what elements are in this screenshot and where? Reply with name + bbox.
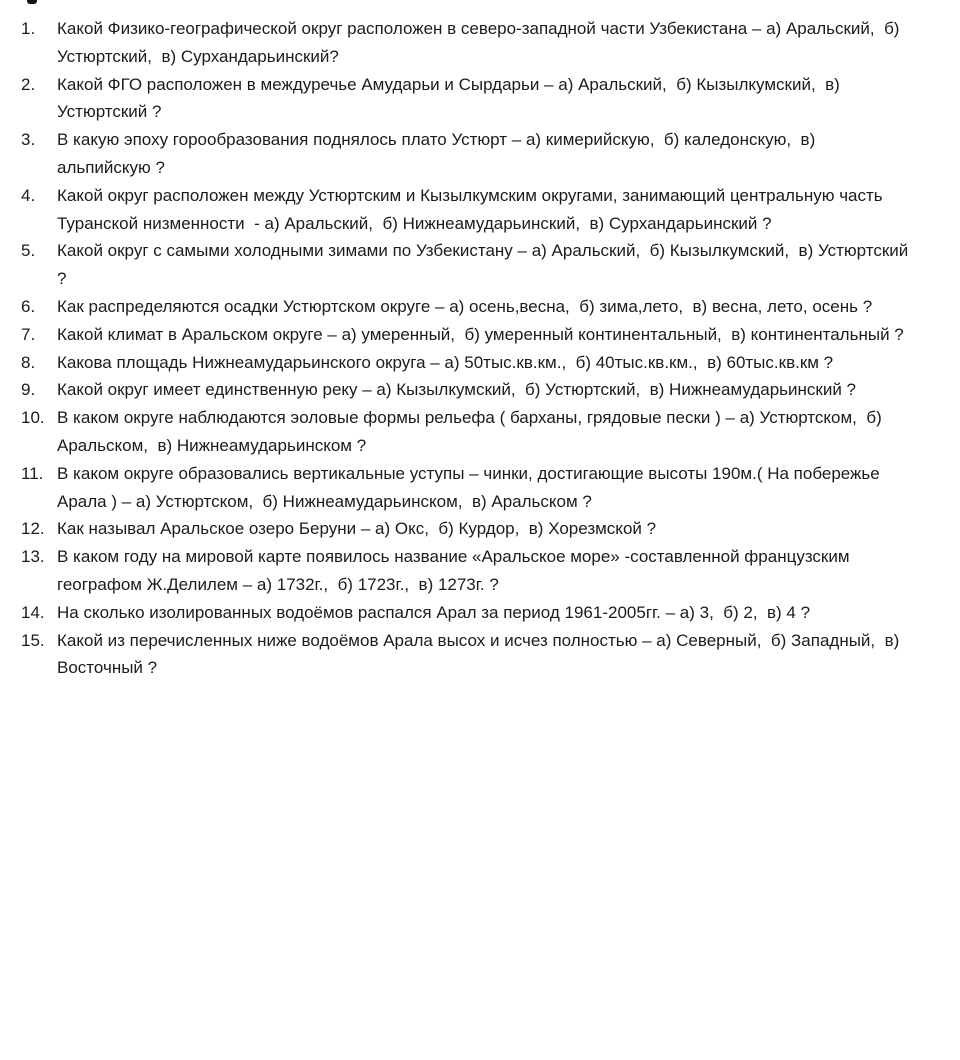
question-text: В каком округе образовались вертикальные уступы – чинки, достигающие высоты 190м.( На побережье Арала ) – а) Устюртском, б) Нижнеамударьинском, в) Аральском ?: [57, 463, 885, 511]
question-item: [21, 599, 922, 627]
question-item: [21, 71, 922, 127]
question-text: В каком году на мировой карте появилось название «Аральское море» -составленной французским географом Ж.Делилем – а) 1732г., б) 1723г., в) 1273г. ?: [57, 547, 855, 594]
question-number: 14.: [21, 602, 45, 622]
question-item: [21, 460, 922, 516]
question-item: [21, 349, 922, 377]
question-number: 13.: [21, 547, 45, 567]
question-text: Как называл Аральское озеро Беруни – а) Окс, б) Курдор, в) Хорезмской ?: [57, 519, 657, 539]
question-item: [21, 376, 922, 404]
question-text: Какова площадь Нижнеамударьинского округа – а) 50тыс.кв.км., б) 40тыс.кв.км., в) 60тыс.кв.км ?: [57, 352, 834, 372]
question-text: Какой округ имеет единственную реку – а) Кызылкумский, б) Устюртский, в) Нижнеамударьинский ?: [57, 380, 856, 400]
question-text: Какой климат в Аральском округе – а) умеренный, б) умеренный континентальный, в) континентальный ?: [57, 324, 904, 344]
question-number: 6.: [21, 296, 36, 316]
question-number: 4.: [21, 185, 36, 205]
question-number: 15.: [21, 630, 45, 650]
question-list: [21, 15, 922, 682]
question-text: Какой Физико-географической округ расположен в северо-западной части Узбекистана – а) Аральский, б) Устюртский, в) Сурхандарьинский?: [57, 19, 905, 66]
question-item: [21, 321, 922, 349]
question-text: В какую эпоху горообразования поднялось плато Устюрт – а) кимерийскую, б) каледонскую, в) альпийскую ?: [57, 130, 820, 177]
question-number: 12.: [21, 519, 45, 539]
question-item: [21, 237, 922, 293]
question-text: Какой округ расположен между Устюртским и Кызылкумским округами, занимающий центральную часть Туранской низменности - а) Аральский, б) Нижнеамударьинский, в) Сурхандарьинский ?: [57, 185, 888, 233]
question-text: Как распределяются осадки Устюртском округе – а) осень,весна, б) зима,лето, в) весна, лето, осень ?: [57, 296, 873, 316]
question-item: [21, 126, 922, 182]
question-item: [21, 627, 922, 683]
question-number: 11.: [21, 463, 44, 483]
question-text: В каком округе наблюдаются эоловые формы рельефа ( барханы, грядовые пески ) – а) Устюртском, б) Аральском, в) Нижнеамударьинском ?: [57, 408, 887, 455]
question-number: 5.: [21, 241, 36, 261]
question-text: Какой из перечисленных ниже водоёмов Арала высох и исчез полностью – а) Северный, б) Западный, в) Восточный ?: [57, 630, 905, 678]
question-number: 1.: [21, 19, 36, 38]
question-item: [21, 404, 922, 460]
question-number: 3.: [21, 130, 36, 150]
question-number: 8.: [21, 352, 36, 372]
question-item: [21, 515, 922, 543]
question-number: 10.: [21, 408, 45, 428]
question-number: 7.: [21, 324, 36, 344]
question-number: 2.: [21, 74, 36, 94]
question-item: [21, 543, 922, 599]
question-text: На сколько изолированных водоёмов распался Арал за период 1961-2005гг. – а) 3, б) 2, в) 4 ?: [57, 602, 811, 622]
question-item: [21, 182, 922, 238]
question-text: Какой ФГО расположен в междуречье Амударьи и Сырдарьи – а) Аральский, б) Кызылкумский, в) Устюртский ?: [57, 74, 845, 122]
question-item: [21, 15, 922, 71]
question-number: 9.: [21, 380, 36, 400]
question-text: Какой округ с самыми холодными зимами по Узбекистану – а) Аральский, б) Кызылкумский, в) Устюртский ?: [57, 241, 914, 289]
question-item: [21, 293, 922, 321]
